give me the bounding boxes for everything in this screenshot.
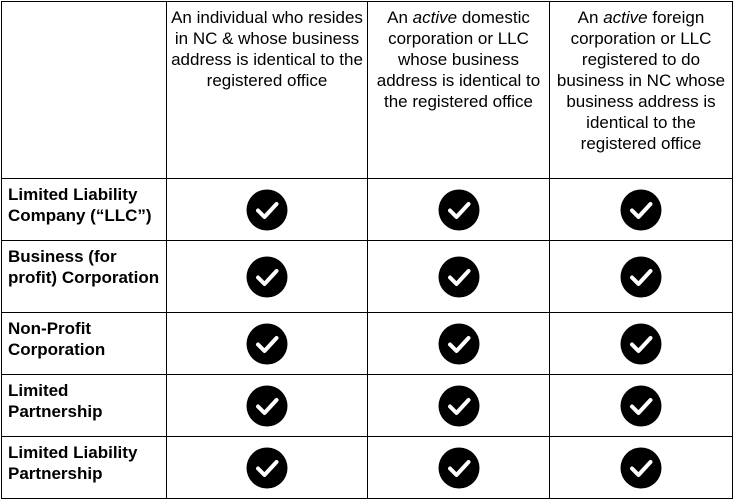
table-row xyxy=(2,179,733,241)
corner-cell xyxy=(2,2,167,179)
check-circle-icon xyxy=(620,189,662,231)
check-circle-icon xyxy=(438,189,480,231)
check-circle-icon xyxy=(246,385,288,427)
check-circle-icon xyxy=(438,447,480,489)
check-cell xyxy=(550,437,733,499)
check-cell xyxy=(167,437,368,499)
check-cell xyxy=(368,241,550,313)
check-circle-icon xyxy=(246,189,288,231)
check-circle-icon xyxy=(620,385,662,427)
check-circle-icon xyxy=(620,323,662,365)
check-circle-icon xyxy=(246,323,288,365)
column-header-foreign-entity: An active foreign corporation or LLC registered to do business in NC whose business address is identical to the registered office xyxy=(550,2,733,179)
row-label: Limited Liability Partnership xyxy=(2,437,167,499)
row-label: Limited Liability Company (“LLC”) xyxy=(2,179,167,241)
table-header-row xyxy=(2,2,733,179)
check-cell xyxy=(550,313,733,375)
check-circle-icon xyxy=(438,385,480,427)
check-cell xyxy=(550,375,733,437)
check-cell xyxy=(167,179,368,241)
row-label: Business (for profit) Corporation xyxy=(2,241,167,313)
column-header-domestic-entity: An active domestic corporation or LLC whose business address is identical to the registered office xyxy=(368,2,550,179)
table-row xyxy=(2,375,733,437)
check-cell xyxy=(550,179,733,241)
table-row xyxy=(2,241,733,313)
column-header-individual: An individual who resides in NC & whose business address is identical to the registered office xyxy=(167,2,368,179)
check-circle-icon xyxy=(438,256,480,298)
check-circle-icon xyxy=(438,323,480,365)
check-cell xyxy=(167,313,368,375)
check-cell xyxy=(368,437,550,499)
check-cell xyxy=(368,375,550,437)
row-label: Non-Profit Corporation xyxy=(2,313,167,375)
row-label: Limited Partnership xyxy=(2,375,167,437)
check-cell xyxy=(167,241,368,313)
check-circle-icon xyxy=(246,256,288,298)
check-cell xyxy=(368,179,550,241)
check-cell xyxy=(167,375,368,437)
table-row xyxy=(2,437,733,499)
check-cell xyxy=(550,241,733,313)
check-circle-icon xyxy=(246,447,288,489)
check-cell xyxy=(368,313,550,375)
check-circle-icon xyxy=(620,447,662,489)
check-circle-icon xyxy=(620,256,662,298)
eligibility-table xyxy=(1,1,733,499)
table-row xyxy=(2,313,733,375)
